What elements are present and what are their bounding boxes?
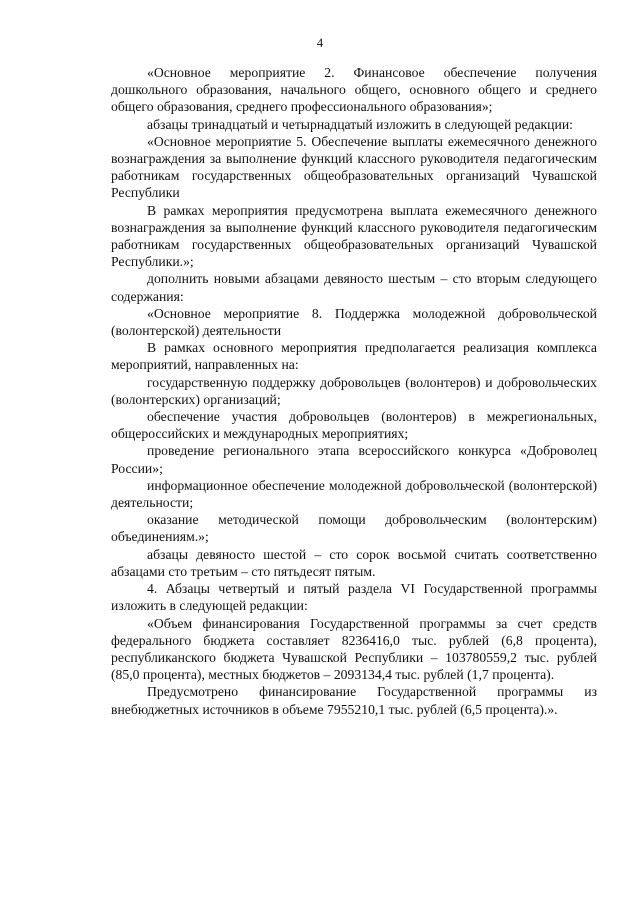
- paragraph-list-item: проведение регионального этапа всероссийского конкурса «Доброволец России»;: [111, 443, 597, 476]
- paragraph-activity-8-intro: В рамках основного мероприятия предполагается реализация комплекса мероприятий, направленных на:: [111, 340, 597, 373]
- paragraph-list-item: оказание методической помощи добровольческим (волонтерским) объединениям.»;: [111, 512, 597, 545]
- paragraph-funding-volume: «Объем финансирования Государственной программы за счет средств федерального бюджета составляет 8236416,0 тыс. рублей (6,8 процента), республиканского бюджета Чувашской Республики – 103780559,2 тыс. рублей (85,0 процента), местных бюджетов – 2093134,4 тыс. рублей (1,7 процента).: [111, 615, 597, 683]
- paragraph-renumbering: абзацы девяносто шестой – сто сорок восьмой считать соответственно абзацами сто третьим – сто пятьдесят пятым.: [111, 546, 597, 579]
- paragraph-activity-5-description: В рамках мероприятия предусмотрена выплата ежемесячного денежного вознаграждения за выполнение функций классного руководителя педагогическим работникам государственных общеобразовательных организаций Чувашской Республики.»;: [111, 202, 597, 270]
- paragraph-main-activity-5: «Основное мероприятие 5. Обеспечение выплаты ежемесячного денежного вознаграждения за выполнение функций классного руководителя педагогическим работникам государственных общеобразовательных организаций Чувашской Республики: [111, 133, 597, 201]
- paragraph-extrabudgetary-funding: Предусмотрено финансирование Государственной программы из внебюджетных источников в объеме 7955210,1 тыс. рублей (6,5 процента).».: [111, 684, 597, 717]
- paragraph-list-item: информационное обеспечение молодежной добровольческой (волонтерской) деятельности;: [111, 477, 597, 511]
- paragraph-section-4: 4. Абзацы четвертый и пятый раздела VI Государственной программы изложить в следующей редакции:: [111, 581, 597, 614]
- paragraph-main-activity-8: «Основное мероприятие 8. Поддержка молодежной добровольческой (волонтерской) деятельности: [111, 305, 597, 339]
- paragraph-add-new: дополнить новыми абзацами девяносто шестым – сто вторым следующего содержания:: [111, 271, 597, 304]
- paragraph-amend-13-14: абзацы тринадцатый и четырнадцатый изложить в следующей редакции:: [147, 116, 573, 132]
- paragraph-list-item: государственную поддержку добровольцев (волонтеров) и добровольческих (волонтерских) организаций;: [111, 374, 597, 407]
- paragraph-main-activity-2: «Основное мероприятие 2. Финансовое обеспечение получения дошкольного образования, начального общего, основного общего и среднего общего образования, среднего профессионального образования»;: [111, 65, 597, 115]
- paragraph-list-item: обеспечение участия добровольцев (волонтеров) в межрегиональных, общероссийских и международных мероприятиях;: [111, 409, 597, 442]
- document-body: [111, 64, 597, 718]
- page-number: 4: [316, 36, 324, 50]
